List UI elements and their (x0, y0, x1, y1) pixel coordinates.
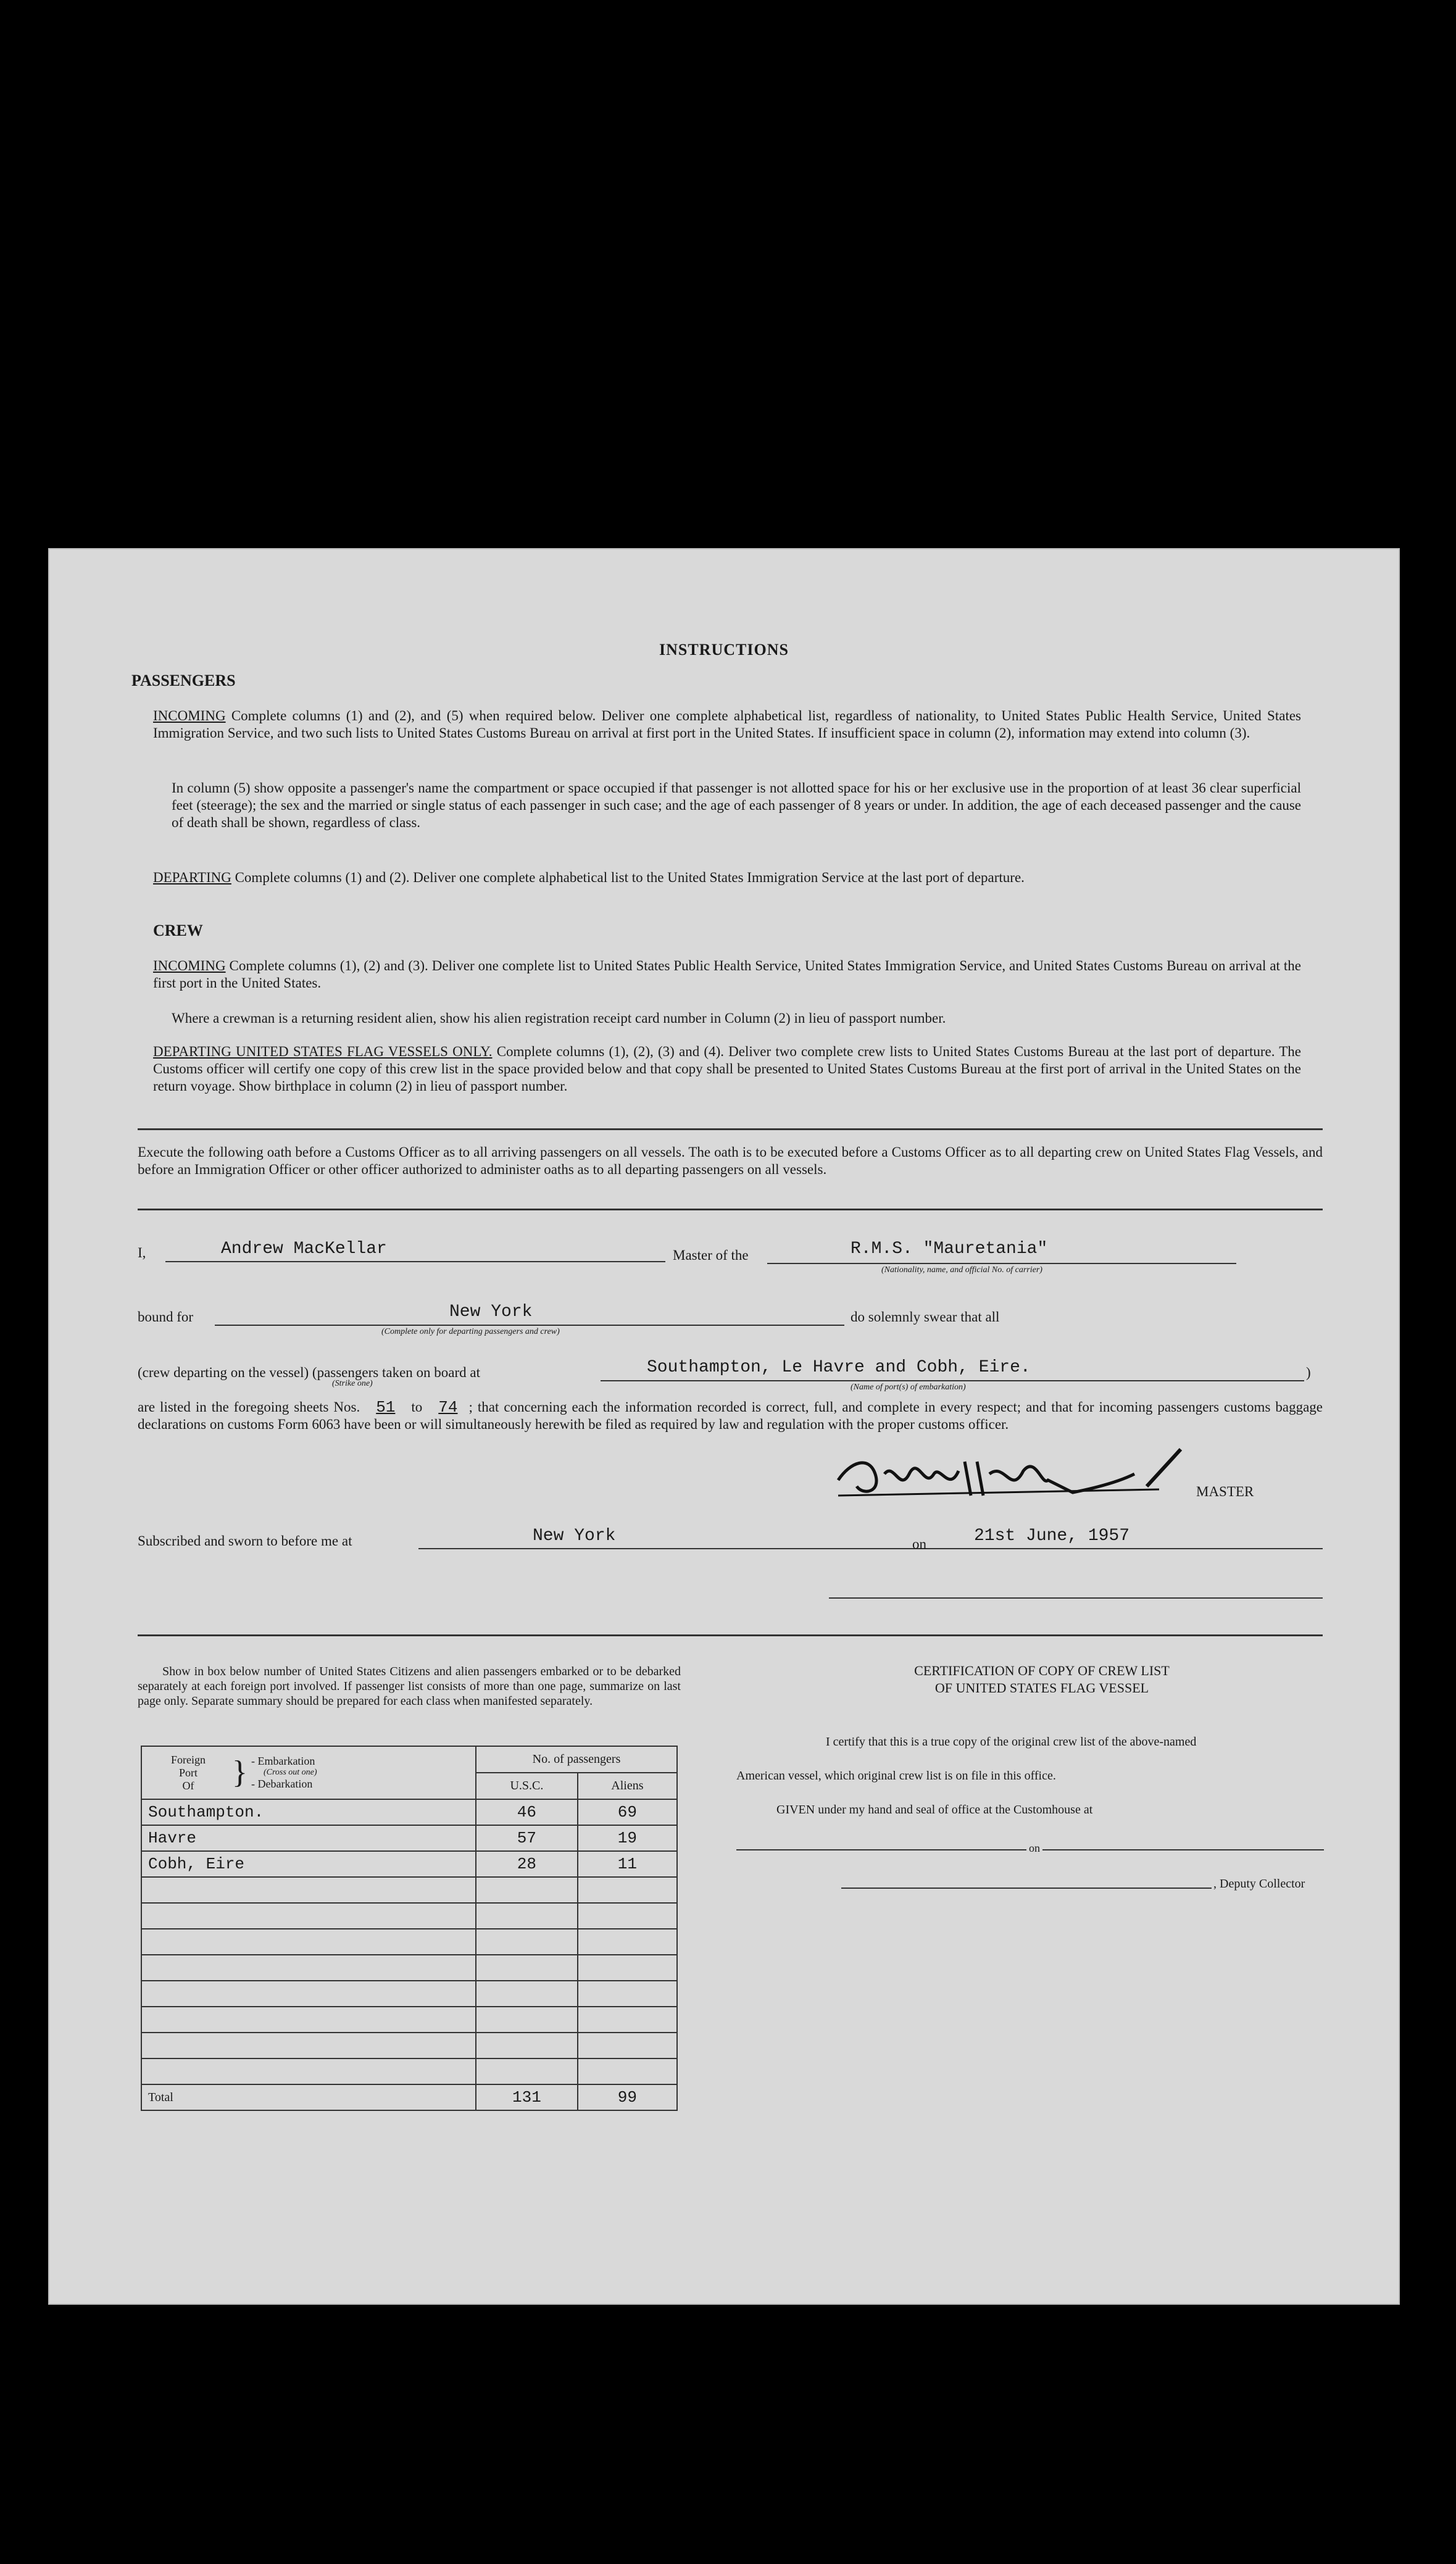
crew-departing-text: Complete columns (1), (2), (3) and (4). Deliver two complete crew lists to United States Customs Bureau at the last port of departure. The Customs officer will certify one copy of this crew list in the space provided below and that copy shall be presented to United States Customs Bureau at the first port of arrival in the United States on the return voyage. Show birthplace in column (2) in lieu of passport number. (153, 1044, 1301, 1094)
certification-text1: I certify that this is a true copy of the original crew list of the above-named (826, 1735, 1197, 1749)
total-usc: 131 (476, 2084, 578, 2110)
port-header-line2: Port (178, 1766, 198, 1779)
deputy-collector-line (841, 1888, 1212, 1889)
certification-text3: GIVEN under my hand and seal of office at the Customhouse at (776, 1803, 1093, 1817)
table-row (141, 1929, 677, 1955)
passengers-incoming-text: Complete columns (1) and (2), and (5) when required below. Deliver one complete alphabetical list, regardless of nationality, to United States Public Health Service, United States Immigration Service, and two such lists to United States Customs Bureau on arrival at first port in the United States. If insufficient space in column (2), information may extend into column (3). (153, 708, 1301, 741)
port-header-line1: Foreign (171, 1753, 206, 1766)
cross-out-label: (Cross out one) (263, 1768, 317, 1777)
master-label: MASTER (1196, 1484, 1254, 1499)
passengers-heading: PASSENGERS (131, 672, 236, 689)
master-of-label: Master of the (673, 1247, 749, 1263)
certification-text2: American vessel, which original crew list is on file in this office. (736, 1769, 1056, 1783)
to-label: to (411, 1399, 423, 1415)
crew-departing (153, 1043, 1301, 1095)
divider (138, 1209, 1323, 1210)
crew-incoming-label: INCOMING (153, 958, 226, 973)
crew-resident-text: Where a crewman is a returning resident alien, show his alien registration receipt card number in Column (2) in lieu of passport number. (172, 1010, 946, 1026)
instructions-title: INSTRUCTIONS (659, 641, 789, 659)
bound-for-label: bound for (138, 1309, 194, 1325)
certification-title-line1: CERTIFICATION OF COPY OF CREW LIST (914, 1663, 1170, 1678)
total-label: Total (141, 2084, 476, 2110)
crew-departing-label: (crew departing on the vessel) (passengers taken on board at (138, 1365, 480, 1380)
summary-instructions: Show in box below number of United States Citizens and alien passengers embarked or to be debarked separately at each foreign port involved. If passenger list consists of more than one page, summarize on last page only. Separate summary should be prepared for each class when manifested separately. (138, 1665, 681, 1708)
sheets-text: ; that concerning each the information recorded is correct, full, and complete in every respect; and that for incoming passengers customs baggage declarations on customs Form 6063 have been or will simultaneously herewith be filed as required by law and regulation with the proper customs officer. (138, 1399, 1323, 1432)
oath-intro: Execute the following oath before a Customs Officer as to all arriving passengers on all vessels. The oath is to be executed before a Customs Officer as to all departing crew on United States Flag Vessels, and before an Immigration Officer or other officer authorized to administer oaths as to all departing passengers on all vessels. (138, 1144, 1323, 1177)
passengers-departing (153, 869, 1301, 886)
table-row (141, 1877, 677, 1903)
customhouse-line (736, 1849, 1100, 1850)
brace: } (232, 1755, 248, 1790)
vessel-caption: (Nationality, name, and official No. of carrier) (881, 1265, 1042, 1275)
divider (138, 1634, 1323, 1636)
bound-for-line (215, 1325, 844, 1326)
passengers-incoming-label: INCOMING (153, 708, 226, 723)
master-signature (826, 1437, 1184, 1511)
aliens-cell: 69 (578, 1799, 677, 1825)
total-aliens: 99 (578, 2084, 677, 2110)
bound-caption: (Complete only for departing passengers and crew) (381, 1327, 560, 1336)
table-row (141, 1981, 677, 2007)
passengers-departing-label: DEPARTING (153, 870, 231, 885)
aliens-cell: 19 (578, 1825, 677, 1851)
embarkation-label: - Embarkation (251, 1755, 315, 1767)
vessel-name: R.M.S. "Mauretania" (851, 1239, 1048, 1259)
crew-incoming (153, 957, 1301, 992)
strike-caption: (Strike one) (332, 1379, 373, 1388)
passengers-header: No. of passengers (476, 1746, 677, 1773)
certification-date-line (1100, 1849, 1324, 1850)
ports-caption: (Name of port(s) of embarkation) (851, 1383, 966, 1392)
sworn-date-line (937, 1548, 1323, 1549)
sheet-from: 51 (376, 1398, 396, 1417)
ports-line (601, 1380, 1304, 1381)
crew-departing-label: DEPARTING UNITED STATES FLAG VESSELS ONLY. (153, 1044, 493, 1059)
swear-label: do solemnly swear that all (851, 1309, 1000, 1325)
table-row (141, 1955, 677, 1981)
bound-for-value: New York (449, 1302, 533, 1322)
aliens-header: Aliens (578, 1773, 677, 1799)
debarkation-label: - Debarkation (251, 1778, 313, 1790)
crew-heading: CREW (153, 922, 203, 939)
sworn-on-label: on (912, 1536, 926, 1552)
divider (138, 1128, 1323, 1130)
usc-cell: 46 (476, 1799, 578, 1825)
certification-title-line2: OF UNITED STATES FLAG VESSEL (934, 1680, 1149, 1696)
table-row (141, 2058, 677, 2084)
table-row (141, 1799, 677, 1825)
officer-signature-line (829, 1597, 1323, 1599)
passengers-departing-text: Complete columns (1) and (2). Deliver one complete alphabetical list to the United States Immigration Service at the last port of departure. (235, 870, 1025, 885)
sworn-place: New York (533, 1526, 616, 1546)
passenger-summary-table (141, 1746, 678, 2111)
form-page (48, 548, 1400, 2305)
usc-header: U.S.C. (476, 1773, 578, 1799)
table-row (141, 1903, 677, 1929)
passengers-column5-text: In column (5) show opposite a passenger's name the compartment or space occupied if that passenger is not allotted space for his or her exclusive use in the proportion of at least 36 clear superficial feet (steerage); the sex and the married or single status of each passenger in such case; and the age of each passenger of 8 years or under. In addition, the age of each deceased passenger and the cause of death shall be shown, regardless of class. (172, 780, 1301, 830)
usc-cell: 57 (476, 1825, 578, 1851)
passengers-incoming (153, 707, 1301, 742)
port-cell: Southampton. (141, 1799, 476, 1825)
port-header-cell (141, 1746, 476, 1799)
subscribed-label: Subscribed and sworn to before me at (138, 1533, 352, 1549)
sheets-statement (138, 1399, 1323, 1433)
sworn-place-line (418, 1548, 943, 1549)
master-name-line (165, 1261, 665, 1262)
sheets-label: are listed in the foregoing sheets Nos. (138, 1399, 360, 1415)
certification-title (776, 1662, 1307, 1697)
crew-incoming-text: Complete columns (1), (2) and (3). Deliver one complete list to United States Public Health Service, United States Immigration Service, and United States Customs Bureau on arrival at the first port in the United States. (153, 958, 1301, 991)
table-row (141, 2033, 677, 2058)
total-row (141, 2084, 677, 2110)
master-name: Andrew MacKellar (221, 1239, 387, 1259)
usc-cell: 28 (476, 1851, 578, 1877)
sworn-date: 21st June, 1957 (974, 1526, 1130, 1546)
port-cell: Cobh, Eire (141, 1851, 476, 1877)
vessel-line (767, 1263, 1236, 1264)
sheet-to: 74 (438, 1398, 458, 1417)
table-row (141, 1851, 677, 1877)
certification-on-label: on (1026, 1839, 1042, 1857)
aliens-cell: 11 (578, 1851, 677, 1877)
oath-i-label: I, (138, 1245, 146, 1260)
table-row (141, 2007, 677, 2033)
table-row (141, 1825, 677, 1851)
port-cell: Havre (141, 1825, 476, 1851)
port-header-line3: Of (182, 1779, 194, 1792)
ports-value: Southampton, Le Havre and Cobh, Eire. (647, 1358, 1031, 1377)
deputy-collector-label: , Deputy Collector (1213, 1877, 1305, 1891)
close-paren: ) (1306, 1365, 1311, 1380)
